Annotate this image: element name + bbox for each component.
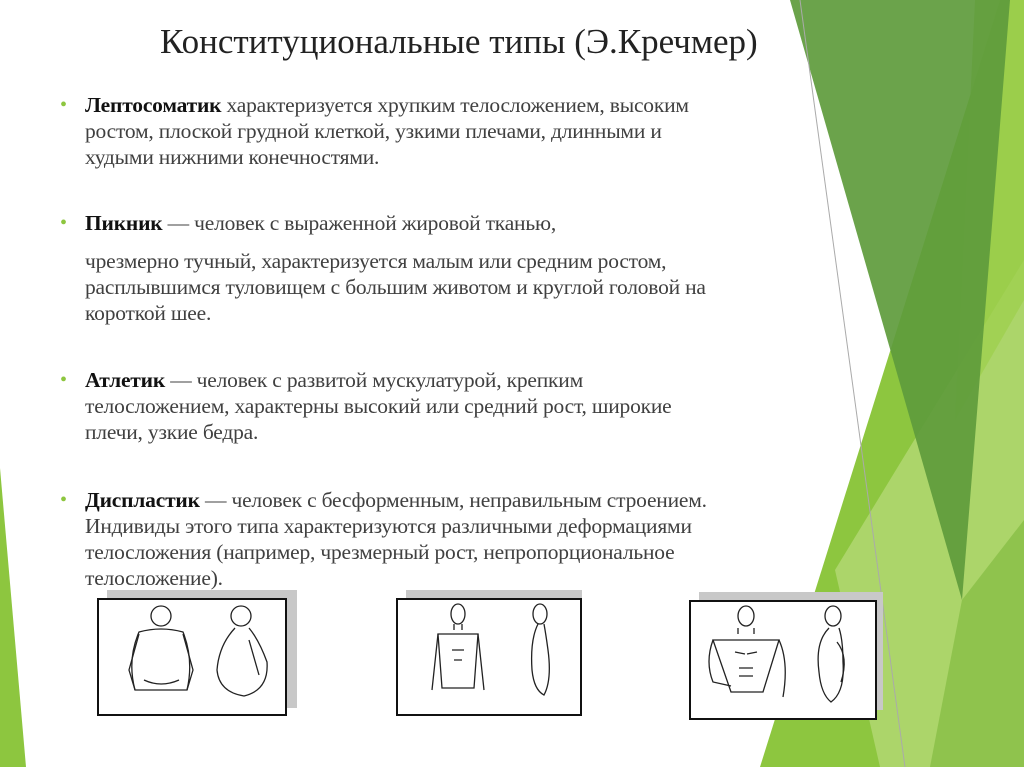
term: Пикник xyxy=(85,211,163,235)
bullet-icon: • xyxy=(60,489,67,511)
text-line: ростом, плоской грудной клеткой, узкими плечами, длинными и xyxy=(85,119,662,143)
bullet-icon: • xyxy=(60,369,67,391)
text-line: худыми нижними конечностями. xyxy=(85,145,380,169)
text-line: Индивиды этого типа характеризуются различными деформациями xyxy=(85,514,692,538)
text-line: телосложением, характерны высокий или средний рост, широкие xyxy=(85,394,672,418)
slide-title: Конституциональные типы (Э.Кречмер) xyxy=(160,22,758,61)
text-line: телосложение). xyxy=(85,566,223,590)
text-line: — человек с бесформенным, неправильным строением. xyxy=(199,488,707,512)
term: Диспластик xyxy=(85,488,200,512)
text-line: короткой шее. xyxy=(85,301,212,325)
text-line: плечи, узкие бедра. xyxy=(85,420,259,444)
bullet-icon: • xyxy=(60,212,67,234)
bullet-icon: • xyxy=(60,94,67,116)
left-green-triangle xyxy=(0,468,26,767)
picnic-figures-illustration xyxy=(99,600,285,714)
leptosomatic-figures-illustration xyxy=(398,600,580,714)
athletic-figures-illustration xyxy=(691,602,875,718)
text-line: характеризуется хрупким телосложением, высоким xyxy=(221,93,689,117)
term: Лептосоматик xyxy=(85,93,222,117)
text-line: телосложения (например, чрезмерный рост, непропорциональное xyxy=(85,540,675,564)
text-line: — человек с развитой мускулатурой, крепким xyxy=(165,368,583,392)
text-line: чрезмерно тучный, характеризуется малым или средним ростом, xyxy=(85,249,667,273)
text-line: — человек с выраженной жировой тканью, xyxy=(162,211,557,235)
term: Атлетик xyxy=(85,368,166,392)
text-line: расплывшимся туловищем с большим животом и круглой головой на xyxy=(85,275,706,299)
